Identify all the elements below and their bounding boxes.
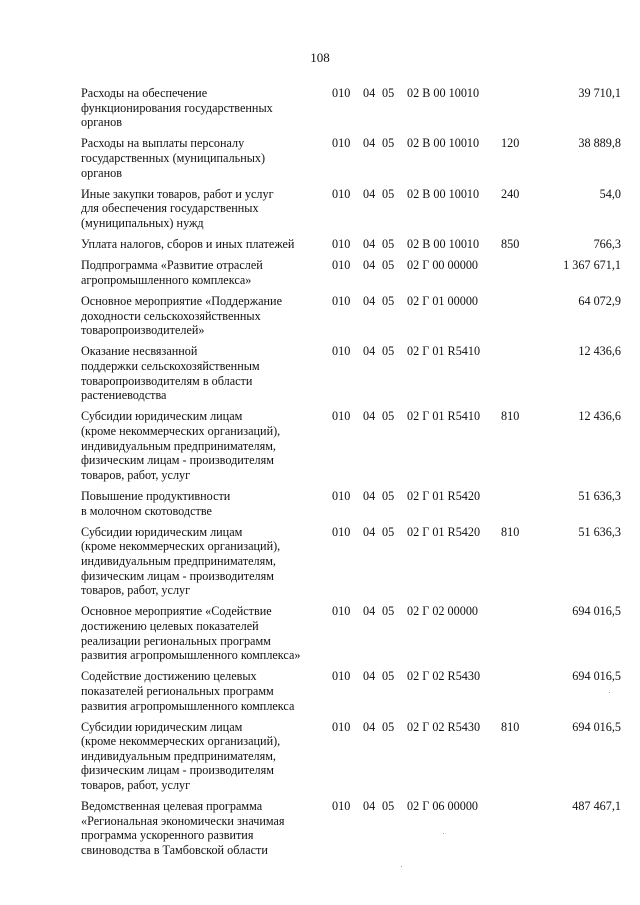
expense-name — [81, 294, 327, 338]
target-article-code: 02 Г 01 R5410 — [407, 344, 481, 359]
expense-name-line: Расходы на выплаты персоналу — [81, 136, 245, 151]
expense-name-line: доходности сельскохозяйственных — [81, 308, 261, 323]
expense-name — [81, 409, 327, 482]
table-row — [81, 720, 621, 793]
ministry-code: 010 — [332, 344, 351, 359]
amount: 38 889,8 — [578, 136, 621, 151]
expense-name-line: физическим лицам - производителям — [81, 763, 274, 778]
expense-name-line: развития агропромышленного комплекса — [81, 698, 295, 713]
expense-name-line: Содействие достижению целевых — [81, 669, 257, 684]
table-row — [81, 136, 621, 180]
subsection-code: 05 — [382, 294, 395, 309]
ministry-code: 010 — [332, 136, 351, 151]
table-row — [81, 294, 621, 338]
expense-name-line: (муниципальных) нужд — [81, 215, 204, 230]
subsection-code: 05 — [382, 186, 395, 201]
expense-name-line: индивидуальным предпринимателям, — [81, 438, 276, 453]
table-row — [81, 344, 621, 402]
table-row — [81, 86, 621, 130]
target-article-code: 02 В 00 10010 — [407, 136, 480, 151]
expense-name-line: товаропроизводителям в области — [81, 373, 253, 388]
expense-name-line: поддержки сельскохозяйственным — [81, 359, 260, 374]
amount: 766,3 — [593, 237, 621, 252]
section-code: 04 — [363, 719, 376, 734]
target-article-code: 02 Г 02 00000 — [407, 604, 479, 619]
amount: 51 636,3 — [578, 489, 621, 503]
expense-name — [81, 344, 327, 402]
page-number: 108 — [310, 50, 330, 65]
expense-type-code: 850 — [501, 237, 520, 252]
amount: 12 436,6 — [578, 409, 621, 424]
expense-name-line: индивидуальным предпринимателям, — [81, 553, 276, 568]
expense-name-line: индивидуальным предпринимателям, — [81, 748, 276, 763]
target-article-code: 02 В 00 10010 — [407, 237, 480, 252]
expense-name-line: Основное мероприятие «Поддержание — [81, 294, 282, 309]
section-code: 04 — [363, 186, 376, 201]
subsection-code: 05 — [382, 799, 395, 814]
subsection-code: 05 — [382, 86, 395, 100]
expense-name-line: достижению целевых показателей — [81, 618, 259, 633]
expense-name-line: Уплата налогов, сборов и иных платежей — [81, 237, 295, 252]
table-row — [81, 258, 621, 287]
expense-name-line: государственных (муниципальных) — [81, 150, 266, 165]
amount: 12 436,6 — [578, 344, 621, 359]
expense-name-line: Субсидии юридическим лицам — [81, 524, 243, 539]
table-row — [81, 669, 621, 713]
amount: 694 016,5 — [572, 669, 621, 684]
section-code: 04 — [363, 258, 376, 273]
subsection-code: 05 — [382, 136, 395, 151]
amount: 64 072,9 — [578, 294, 621, 309]
expense-name-line: реализации региональных программ — [81, 633, 271, 648]
amount: 54,0 — [599, 186, 621, 201]
section-code: 04 — [363, 524, 376, 539]
expense-name — [81, 720, 327, 793]
ministry-code: 010 — [332, 604, 351, 619]
section-code: 04 — [363, 669, 376, 684]
ministry-code: 010 — [332, 489, 351, 503]
ministry-code: 010 — [332, 186, 351, 201]
expense-name — [81, 489, 327, 518]
expense-name-line: товаропроизводителей» — [81, 323, 205, 338]
expense-name — [81, 525, 327, 598]
expense-type-code: 120 — [501, 136, 520, 151]
expense-name-line: функционирования государственных — [81, 100, 273, 115]
expense-type-code: 810 — [501, 524, 520, 539]
subsection-code: 05 — [382, 409, 395, 424]
ministry-code: 010 — [332, 524, 351, 539]
section-code: 04 — [363, 799, 376, 814]
scan-speck — [401, 866, 402, 867]
target-article-code: 02 Г 01 R5410 — [407, 409, 481, 424]
expense-name-line: Иные закупки товаров, работ и услуг — [81, 186, 274, 201]
expense-name-line: в молочном скотоводстве — [81, 503, 212, 518]
subsection-code: 05 — [382, 344, 395, 359]
section-code: 04 — [363, 409, 376, 424]
expense-name — [81, 237, 327, 252]
ministry-code: 010 — [332, 669, 351, 684]
ministry-code: 010 — [332, 799, 351, 814]
expense-name — [81, 258, 327, 287]
subsection-code: 05 — [382, 604, 395, 619]
expense-name-line: Оказание несвязанной — [81, 344, 198, 359]
expense-name — [81, 799, 327, 857]
target-article-code: 02 Г 02 R5430 — [407, 669, 481, 684]
expense-name — [81, 669, 327, 713]
budget-table — [81, 86, 621, 864]
expense-name-line: свиноводства в Тамбовской области — [81, 843, 268, 858]
expense-name-line: Основное мероприятие «Содействие — [81, 604, 272, 619]
expense-name-line: Подпрограмма «Развитие отраслей — [81, 258, 263, 273]
target-article-code: 02 Г 01 R5420 — [407, 524, 481, 539]
scan-speck — [609, 692, 610, 693]
subsection-code: 05 — [382, 237, 395, 252]
expense-name — [81, 136, 327, 180]
expense-name — [81, 86, 327, 130]
target-article-code: 02 Г 01 00000 — [407, 294, 479, 309]
amount: 694 016,5 — [572, 719, 621, 734]
amount: 694 016,5 — [572, 604, 621, 619]
expense-type-code: 240 — [501, 186, 520, 201]
expense-name — [81, 604, 327, 662]
section-code: 04 — [363, 604, 376, 619]
expense-name-line: «Региональная экономически значимая — [81, 813, 285, 828]
expense-name-line: программа ускоренного развития — [81, 828, 254, 843]
ministry-code: 010 — [332, 258, 351, 273]
expense-name-line: Ведомственная целевая программа — [81, 799, 263, 814]
expense-name-line: физическим лицам - производителям — [81, 568, 274, 583]
section-code: 04 — [363, 489, 376, 503]
table-row — [81, 525, 621, 598]
ministry-code: 010 — [332, 294, 351, 309]
subsection-code: 05 — [382, 489, 395, 503]
table-row — [81, 187, 621, 231]
expense-name-line: агропромышленного комплекса» — [81, 272, 252, 287]
section-code: 04 — [363, 136, 376, 151]
subsection-code: 05 — [382, 669, 395, 684]
expense-name-line: растениеводства — [81, 388, 167, 403]
section-code: 04 — [363, 237, 376, 252]
table-row — [81, 604, 621, 662]
amount: 1 367 671,1 — [563, 258, 621, 273]
amount: 487 467,1 — [572, 799, 621, 814]
expense-name-line: органов — [81, 115, 122, 130]
section-code: 04 — [363, 294, 376, 309]
expense-type-code: 810 — [501, 409, 520, 424]
expense-name-line: (кроме некоммерческих организаций), — [81, 539, 281, 554]
target-article-code: 02 В 00 10010 — [407, 186, 480, 201]
expense-name-line: товаров, работ, услуг — [81, 778, 191, 793]
expense-name-line: (кроме некоммерческих организаций), — [81, 424, 281, 439]
expense-name-line: Субсидии юридическим лицам — [81, 409, 243, 424]
section-code: 04 — [363, 344, 376, 359]
table-row — [81, 799, 621, 857]
expense-name-line: развития агропромышленного комплекса» — [81, 648, 301, 663]
table-row — [81, 237, 621, 252]
expense-name-line: Повышение продуктивности — [81, 489, 231, 503]
target-article-code: 02 В 00 10010 — [407, 86, 480, 100]
expense-name-line: Субсидии юридическим лицам — [81, 719, 243, 734]
ministry-code: 010 — [332, 237, 351, 252]
table-row — [81, 409, 621, 482]
expense-name-line: Расходы на обеспечение — [81, 86, 208, 100]
expense-name-line: (кроме некоммерческих организаций), — [81, 734, 281, 749]
section-code: 04 — [363, 86, 376, 100]
target-article-code: 02 Г 06 00000 — [407, 799, 479, 814]
ministry-code: 010 — [332, 409, 351, 424]
expense-name-line: товаров, работ, услуг — [81, 583, 191, 598]
ministry-code: 010 — [332, 719, 351, 734]
expense-name — [81, 187, 327, 231]
scan-speck — [443, 833, 444, 834]
expense-name-line: товаров, работ, услуг — [81, 467, 191, 482]
expense-name-line: показателей региональных программ — [81, 683, 274, 698]
target-article-code: 02 Г 01 R5420 — [407, 489, 481, 503]
subsection-code: 05 — [382, 524, 395, 539]
ministry-code: 010 — [332, 86, 351, 100]
subsection-code: 05 — [382, 258, 395, 273]
expense-type-code: 810 — [501, 719, 520, 734]
target-article-code: 02 Г 02 R5430 — [407, 719, 481, 734]
subsection-code: 05 — [382, 719, 395, 734]
amount: 39 710,1 — [578, 86, 621, 100]
target-article-code: 02 Г 00 00000 — [407, 258, 479, 273]
amount: 51 636,3 — [578, 524, 621, 539]
expense-name-line: для обеспечения государственных — [81, 201, 259, 216]
expense-name-line: физическим лицам - производителям — [81, 453, 274, 468]
expense-name-line: органов — [81, 165, 122, 180]
table-row — [81, 489, 621, 518]
